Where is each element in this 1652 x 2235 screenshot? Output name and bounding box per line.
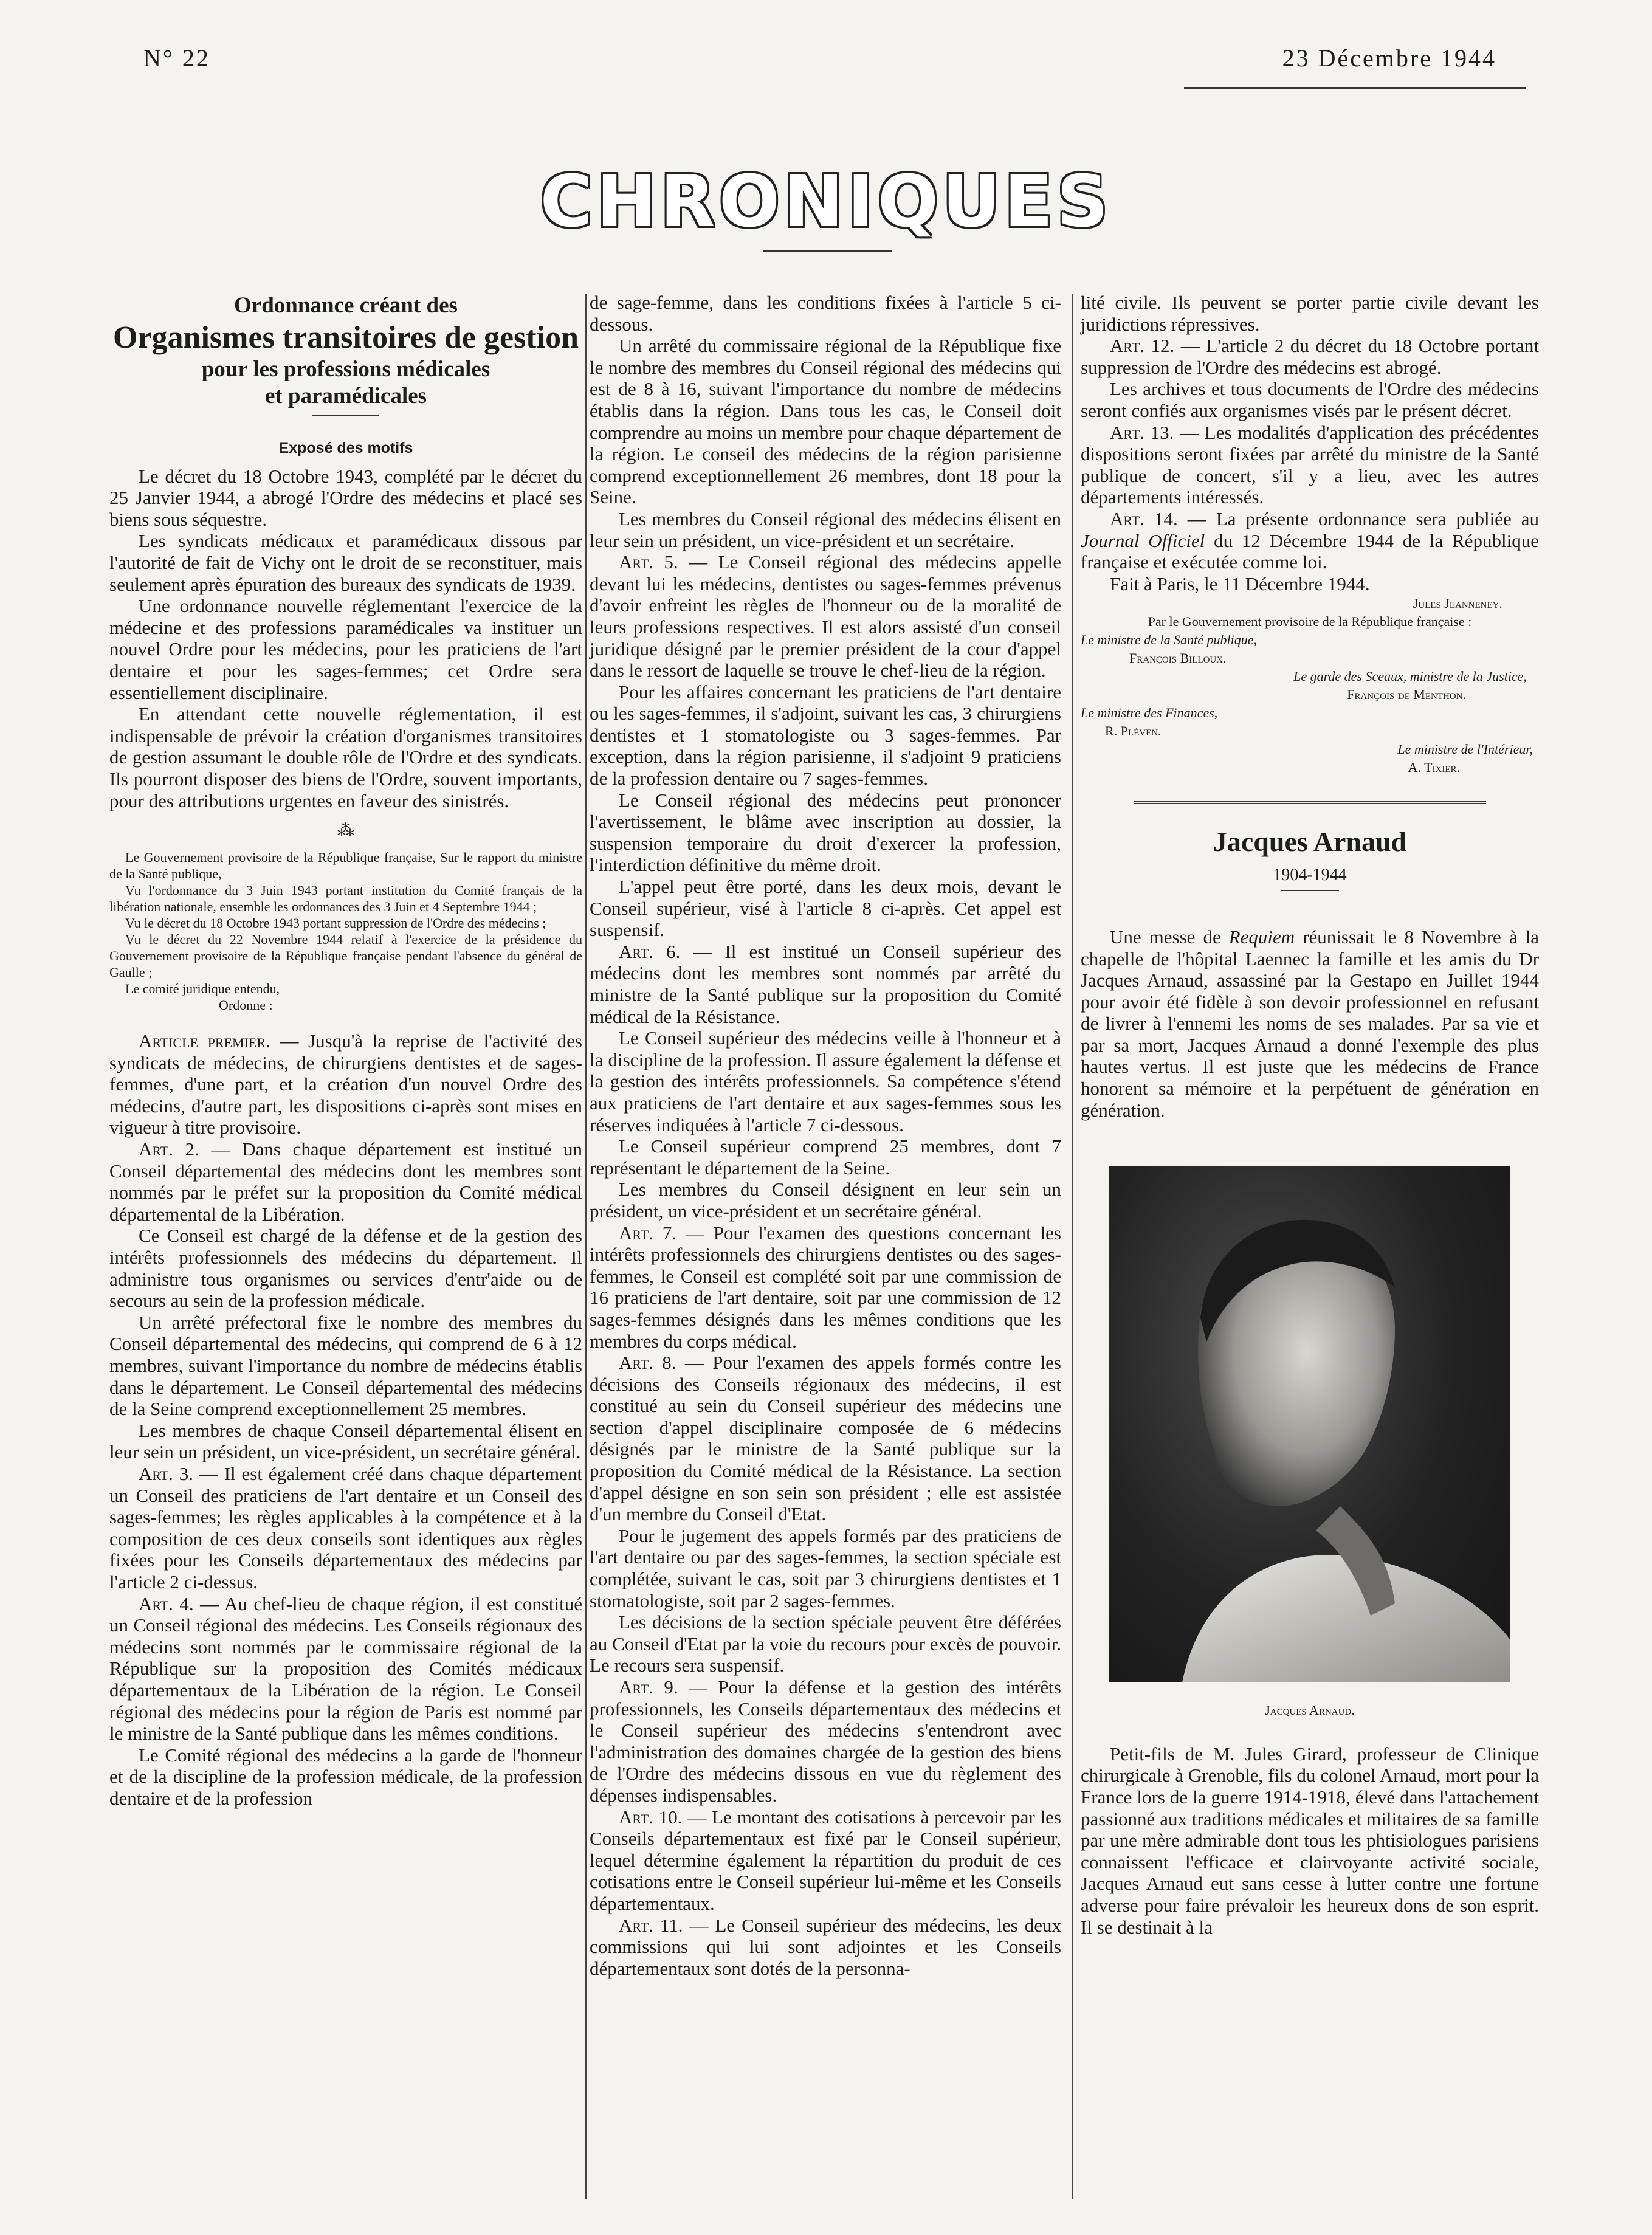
obituary-years: 1904-1944 [1273, 866, 1347, 885]
paragraph: de sage-femme, dans les conditions fixées à l'article 5 ci-dessous. [590, 292, 1061, 335]
article-head: Art. 4. [139, 1593, 194, 1614]
signature-preamble: Par le Gouvernement provisoire de la République française : [1148, 614, 1472, 630]
article-text: — Pour l'examen des appels formés contre les décisions des Conseils régionaux des médecins, il est constitué au sein du Conseil supérieur des médecins une section d'appel disciplinaire composée de 6 médecins désignés par le ministre de la Santé publique sur la proposition du Comité médical de la Résistance. La section d'appel désigne en son sein son président ; elle est assistée d'un membre du Conseil d'Etat. [590, 1352, 1061, 1525]
text: réunissait le 8 Novembre à la chapelle de l'hôpital Laennec la famille et les amis du Dr Jacques Arnaud, assassiné par la Gestapo en Juillet 1944 pour avoir été fidèle à son devoir professionnel en refusant de livrer à l'ennemi les noms de ses malades. Par sa vie et par sa mort, Jacques Arnaud a donné l'exemple des plus hautes vertus. Il est juste que les médecins de France honorent sa mémoire et la perpétuent de génération en génération. [1081, 926, 1539, 1121]
paragraph: Les syndicats médicaux et paramédicaux dissous par l'autorité de fait de Vichy ont le droit de se reconstituer, mais seulement après épuration des bureaux des syndicats de 1939. [109, 530, 582, 595]
signature-title: Le ministre de la Santé publique, [1081, 632, 1258, 648]
issue-number: N° 22 [143, 44, 210, 72]
paragraph: Les archives et tous documents de l'Ordre des médecins seront confiés aux organismes visés par le présent décret. [1081, 378, 1539, 421]
photo-caption: Jacques Arnaud. [1265, 1703, 1355, 1718]
article-head: Art. 3. [139, 1462, 194, 1484]
visa: Ordonne : [219, 997, 273, 1013]
article-12 [1081, 335, 1539, 378]
article-text: — Au chef-lieu de chaque région, il est constitué un Conseil régional des médecins. Les Conseils régionaux des médecins sont nommés par le commissaire régional de la République sur la proposition des Comités médicaux départementaux de la Libération de la région. Le Conseil régional des médecins pour la région de Paris est nommé par le ministre de la Santé publique dans les mêmes conditions. [109, 1593, 582, 1744]
signatures [1081, 594, 1539, 777]
paragraph: lité civile. Ils peuvent se porter partie civile devant les juridictions répressives. [1081, 292, 1539, 335]
paragraph: En attendant cette nouvelle réglementation, il est indispensable de prévoir la création d'organismes transitoires de gestion assumant le double rôle de l'Ordre et des syndicats. Ils pourront disposer des biens de l'Ordre, souvent importants, pour des attributions urgentes en faveur des sinistrés. [109, 703, 582, 811]
page-title: CHRONIQUES [540, 159, 1112, 243]
signature-name: R. Pléven. [1105, 723, 1162, 739]
article-9 [590, 1676, 1061, 1806]
article-4 [109, 1593, 582, 1744]
column-1 [109, 292, 582, 1809]
article-10 [590, 1806, 1061, 1915]
article-text: — Le Conseil supérieur des médecins, les deux commissions qui lui sont adjointes et les Conseils départementaux sont dotés de la personna- [590, 1914, 1061, 1979]
signature-title: Le ministre des Finances, [1081, 705, 1218, 721]
article-text: — Il est également créé dans chaque département un Conseil des praticiens de l'art dentaire et un Conseil des sages-femmes; les règles applicables à la compétence et à la composition de ces deux conseils sont identiques aux règles fixées pour les Conseils départementaux des médecins par l'article 2 ci-dessus. [109, 1462, 582, 1593]
visa: Le comité juridique entendu, [125, 981, 280, 997]
paragraph: Le Conseil supérieur comprend 25 membres, dont 7 représentant le département de la Seine. [590, 1135, 1061, 1179]
paragraph: L'appel peut être porté, dans les deux mois, devant le Conseil supérieur, visé à l'article 8 ci-après. Cet appel est suspensif. [590, 876, 1061, 941]
paragraph: Le Conseil régional des médecins peut prononcer l'avertissement, le blâme avec inscription au dossier, la suspension temporaire du droit d'exercer la profession, l'interdiction définitive du même droit. [590, 789, 1061, 876]
article-14 [1081, 508, 1539, 573]
paragraph: Les membres du Conseil régional des médecins élisent en leur sein un président, un vice-président et un secrétaire. [590, 508, 1061, 551]
article-head: Art. 7. [619, 1222, 677, 1244]
article-text: — Jusqu'à la reprise de l'activité des syndicats de médecins, de chirurgiens dentistes et de sages-femmes, d'une part, et la création d'un nouvel Ordre des médecins, d'autre part, les dispositions ci-après sont mises en vigueur à titre provisoire. [109, 1030, 582, 1138]
years-underline [1281, 890, 1339, 891]
article-1 [109, 1030, 582, 1138]
article-text: — Le montant des cotisations à percevoir par les Conseils départementaux est fixé par le Conseil supérieur, lequel détermine également la répartition du produit de ces cotisations entre le Conseil supérieur lui-même et les Conseils départementaux. [590, 1806, 1061, 1914]
paragraph: Les décisions de la section spéciale peuvent être déférées au Conseil d'Etat par la voie du recours pour excès de pouvoir. Le recours sera suspensif. [590, 1611, 1061, 1676]
visa: Vu le décret du 22 Novembre 1944 relatif à l'exercice de la présidence du Gouvernement provisoire de la République française pendant l'absence du général de Gaulle ; [109, 932, 582, 980]
journal-officiel: Journal Officiel [1081, 529, 1205, 551]
paragraph: Pour le jugement des appels formés par des praticiens de l'art dentaire ou par des sages-femmes, la section spéciale est complétée, suivant le cas, soit par 3 chirurgiens dentistes et 1 stomatologiste, soit par 2 sages-femmes. [590, 1524, 1061, 1611]
article-text: — Pour la défense et la gestion des intérêts professionnels, les Conseils départementaux des médecins et le Conseil supérieur des médecins s'entendront avec l'administration des domaines chargée de la gestion des biens de l'Ordre des médecins dissous en vue du règlement des dépenses indispensables. [590, 1676, 1061, 1806]
ordonnance-title-line-1: Ordonnance créant des [234, 293, 458, 318]
ordonnance-title [109, 292, 582, 416]
article-head: Art. 6. [619, 940, 681, 962]
article-head: Art. 13. [1110, 421, 1174, 443]
article-head: Art. 9. [619, 1676, 678, 1698]
requiem: Requiem [1228, 926, 1295, 948]
signature-name: François Billoux. [1129, 650, 1227, 666]
paragraph: Ce Conseil est chargé de la défense et de la gestion des intérêts professionnels des médecins du département. Il administre tous organismes ou services d'entr'aide ou de secours au sein de la profession médicale. [109, 1225, 582, 1312]
article-text: — Pour l'examen des questions concernant les intérêts professionnels des chirurgiens dentistes ou des sages-femmes, le Conseil est complété soit par une commission de 16 praticiens de l'art dentaire, soit par une commission de 12 sages-femmes désignés dans les mêmes conditions que les membres du corps médical. [590, 1222, 1061, 1352]
column-rule-1 [585, 294, 587, 2199]
paragraph: Le Conseil supérieur des médecins veille à l'honneur et à la discipline de la profession. Il assure également la défense et la gestion des intérêts professionnels. Sa compétence s'étend aux praticiens de l'art dentaire et aux sages-femmes sous les réserves indiquées à l'article 7 ci-dessous. [590, 1027, 1061, 1135]
article-head: Art. 12. [1110, 335, 1175, 357]
ordonnance-title-line-2: Organismes transitoires de gestion [113, 320, 579, 355]
article-text: — Il est institué un Conseil supérieur des médecins dont les membres sont nommés par arrêté du ministre de la Santé publique sur la proposition du Comité médical de la Résistance. [590, 940, 1061, 1027]
portrait-photo [1109, 1166, 1510, 1682]
article-text: — Dans chaque département est institué un Conseil départemental des médecins dont les membres sont nommés par le préfet sur la proposition du Comité médical départemental de la Libération. [109, 1138, 582, 1225]
signature-name: François de Menthon. [1347, 687, 1466, 703]
article-8 [590, 1352, 1061, 1525]
paragraph: Le Comité régional des médecins a la garde de l'honneur et de la discipline de la profession médicale, de la profession dentaire et de la profession [109, 1744, 582, 1809]
article-head: Art. 10. [619, 1806, 683, 1828]
column-2 [590, 292, 1061, 1979]
visas-block [109, 849, 582, 1013]
article-11 [590, 1915, 1061, 1980]
paragraph: Un arrêté du commissaire régional de la République fixe le nombre des membres du Conseil régional des médecins qui est de 8 à 16, suivant l'importance du nombre de médecins établis dans la région. Dans tous les cas, le Conseil doit comprendre au moins un membre pour chaque département de la région. Le conseil des médecins de la région parisienne comprend exceptionnellement 26 membres, dont 18 pour la Seine. [590, 335, 1061, 508]
article-3 [109, 1463, 582, 1593]
header-rule [1184, 87, 1526, 89]
paragraph: Pour les affaires concernant les praticiens de l'art dentaire ou les sages-femmes, il s'adjoint, suivant les cas, 3 chirurgiens dentistes et 1 stomatologiste ou 3 sages-femmes. Par exception, dans la région parisienne, il s'adjoint 9 praticiens de la profession dentaire ou 7 sages-femmes. [590, 681, 1061, 790]
article-5 [590, 551, 1061, 681]
article-text: — L'article 2 du décret du 18 Octobre portant suppression de l'Ordre des médecins est abrogé. [1081, 335, 1539, 378]
obituary-paragraph-2: Petit-fils de M. Jules Girard, professeur de Clinique chirurgicale à Grenoble, fils du colonel Arnaud, mort pour la France lors de la guerre 1914-1918, élevé dans l'attachement passionné aux traditions médicales et militaires de sa famille par une mère admirable dont tous les phtisiologues parisiens connaissent l'efficace et clairvoyante activité sociale, Jacques Arnaud eut sans cesse à lutter contre une fortune adverse pour faire prévaloir les heureux dons de son esprit. Il se destinait à la [1081, 1743, 1539, 1938]
article-2 [109, 1138, 582, 1225]
signature-name: A. Tixier. [1408, 760, 1460, 776]
article-6 [590, 941, 1061, 1027]
ordonnance-title-line-3: pour les professions médicales [201, 357, 490, 382]
expose-heading: Exposé des motifs [278, 439, 413, 456]
title-underline [312, 415, 379, 416]
article-text: — Les modalités d'application des précédentes dispositions seront fixées par arrêté du ministre de la Santé publique de concert, s'il y a lieu, avec les autres départements intéressés. [1081, 421, 1539, 508]
obituary-title: Jacques Arnaud [1213, 826, 1407, 858]
article-text: du 12 Décembre 1944 de la République française et exécutée comme loi. [1081, 529, 1540, 573]
article-head: Art. 11. [619, 1914, 683, 1936]
signature-president: Jules Jeanneney. [1413, 596, 1502, 611]
paragraph: Une ordonnance nouvelle réglementant l'exercice de la médecine et des professions paramédicales va instituer un nouvel Ordre pour les médecins, pour les praticiens de l'art dentaire et pour les sages-femmes; cet Ordre sera essentiellement disciplinaire. [109, 595, 582, 703]
fait-a-paris: Fait à Paris, le 11 Décembre 1944. [1110, 573, 1370, 594]
title-rule [763, 250, 892, 252]
article-head: Art. 2. [139, 1138, 199, 1160]
paragraph: Les membres de chaque Conseil départemental élisent en leur sein un président, un vice-président, un secrétaire général. [109, 1419, 582, 1463]
portrait-illustration [1109, 1166, 1510, 1682]
article-head: Art. 14. [1110, 508, 1178, 529]
column-rule-2 [1072, 294, 1073, 2199]
paragraph: Un arrêté préfectoral fixe le nombre des membres du Conseil départemental des médecins, qui comprend de 6 à 12 membres, suivant l'importance du nombre de médecins établis dans le département. Le Conseil départemental des médecins de la Seine comprend exceptionnellement 25 membres. [109, 1311, 582, 1420]
paragraph: Les membres du Conseil désignent en leur sein un président, un vice-président et un secrétaire général. [590, 1179, 1061, 1222]
issue-date: 23 Décembre 1944 [1282, 44, 1496, 72]
column-3 [1081, 292, 1539, 1938]
article-text: — La présente ordonnance sera publiée au [1177, 508, 1540, 529]
text: Une messe de [1110, 926, 1229, 948]
article-text: — Le Conseil régional des médecins appelle devant lui les médecins, dentistes ou sages-femmes prévenus d'avoir enfreint les règles de l'honneur ou de la moralité de leurs professions respectives. Il est alors assisté d'un conseil juridique désigné par le premier président de la cour d'appel dans le ressort de laquelle se trouve le chef-lieu de la région. [590, 551, 1061, 681]
section-divider [1134, 801, 1486, 804]
article-7 [590, 1222, 1061, 1352]
visa: Vu le décret du 18 Octobre 1943 portant suppression de l'Ordre des médecins ; [125, 915, 546, 931]
obituary-paragraph-1 [1081, 926, 1539, 1121]
signature-title: Le ministre de l'Intérieur, [1397, 742, 1533, 757]
ordonnance-title-line-4: et paramédicales [264, 384, 427, 408]
article-13 [1081, 422, 1539, 508]
visa: Vu l'ordonnance du 3 Juin 1943 portant institution du Comité français de la libération nationale, ensemble les ordonnances des 3 Juin et 4 Septembre 1944 ; [109, 883, 582, 915]
asterism: ⁂ [337, 821, 354, 841]
paragraph: Le décret du 18 Octobre 1943, complété par le décret du 25 Janvier 1944, a abrogé l'Ordre des médecins et placé ses biens sous séquestre. [109, 465, 582, 530]
signature-title: Le garde des Sceaux, ministre de la Justice, [1293, 669, 1527, 684]
article-head: Art. 8. [619, 1352, 676, 1374]
article-head: Art. 5. [619, 551, 678, 573]
article-head: Article premier. [139, 1030, 270, 1052]
visa: Le Gouvernement provisoire de la République française, Sur le rapport du ministre de la Santé publique, [109, 850, 582, 882]
